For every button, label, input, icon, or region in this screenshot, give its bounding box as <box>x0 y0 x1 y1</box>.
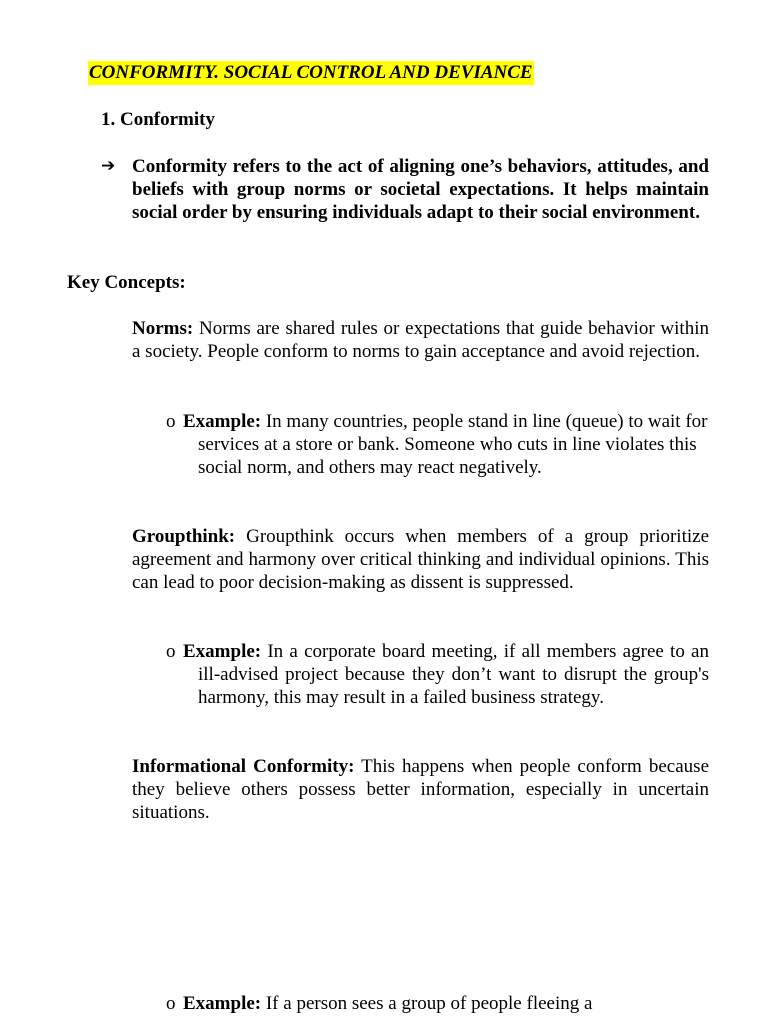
example-text: In many countries, people stand in line (queue) to wait for services at a store or bank. Someone who cuts in line violates this social norm, and others may react negatively. <box>198 411 708 478</box>
example-groupthink <box>166 640 709 709</box>
example-term: Example: <box>183 993 262 1014</box>
definition-text: Conformity refers to the act of aligning one’s behaviors, attitudes, and beliefs with group norms or societal expectations. It helps maintain social order by ensuring individuals adapt to their social environment. <box>132 156 709 223</box>
key-concepts-heading: Key Concepts: <box>67 272 186 293</box>
example-text: If a person sees a group of people fleeing a <box>261 993 593 1014</box>
concept-text: Groupthink occurs when members of a group prioritize agreement and harmony over critical thinking and individual opinions. This can lead to poor decision-making as dissent is suppressed. <box>132 526 709 593</box>
concept-text: This happens when people conform because they believe others possess better information, especially in uncertain situations. <box>132 756 709 823</box>
concept-norms <box>132 317 709 363</box>
definition-item <box>101 155 709 224</box>
concept-groupthink <box>132 525 709 594</box>
concept-term: Norms: <box>132 318 194 339</box>
concept-term: Groupthink: <box>132 526 236 547</box>
example-text: In a corporate board meeting, if all members agree to an ill-advised project because they don’t want to disrupt the group's harmony, this may result in a failed business strategy. <box>198 641 709 708</box>
example-informational-conformity <box>166 992 709 1015</box>
example-term: Example: <box>183 411 262 432</box>
right-arrow-icon: ➔ <box>101 156 116 176</box>
concept-informational-conformity <box>132 755 709 824</box>
section-heading: 1. Conformity <box>101 109 215 130</box>
concept-text: Norms are shared rules or expectations that guide behavior within a society. People conform to norms to gain acceptance and avoid rejection. <box>132 318 709 362</box>
example-term: Example: <box>183 641 262 662</box>
bullet-icon: o <box>166 411 176 432</box>
bullet-icon: o <box>166 641 176 662</box>
example-norms <box>166 410 709 479</box>
concept-term: Informational Conformity: <box>132 756 355 777</box>
bullet-icon: o <box>166 993 176 1014</box>
document-title: CONFORMITY. SOCIAL CONTROL AND DEVIANCE <box>89 62 533 83</box>
